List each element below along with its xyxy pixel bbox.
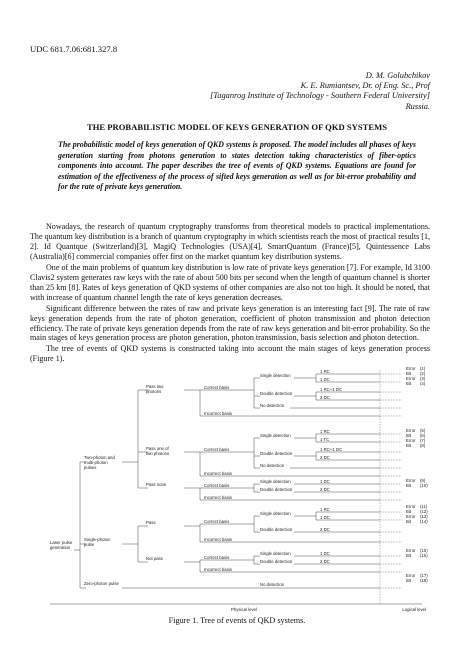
basis-label: Correct basis: [204, 447, 230, 452]
detection-label: Double detection: [260, 487, 293, 492]
udc-code: UDC 681.7.06:681.327.8: [30, 44, 118, 54]
detection-label: Double detection: [260, 527, 293, 532]
level1-node-label: multi-photon: [84, 460, 108, 465]
basis-label: Correct basis: [204, 385, 230, 390]
level1-node-label: Two-photon and: [84, 455, 115, 460]
outcome-label: 1 RC: [320, 369, 330, 374]
outcome-label: 1 DC: [320, 479, 330, 484]
body-text: [30, 222, 430, 365]
side-label: Error: [406, 366, 416, 371]
basis-label: Incorrect basis: [204, 495, 232, 500]
level1-node-label: Single-photon: [84, 537, 111, 542]
detection-label: Double detection: [260, 559, 293, 564]
equation-number: (16): [420, 553, 428, 558]
basis-label: Incorrect basis: [204, 567, 232, 572]
equation-number: (6): [420, 433, 426, 438]
outcome-label: 1 DC: [320, 551, 330, 556]
outcome-label: 2 DC: [320, 455, 330, 460]
detection-label: No detection: [260, 463, 285, 468]
side-label: Bit: [406, 483, 412, 488]
outcome-label: 2 DC: [320, 527, 330, 532]
paragraph: Nowadays, the research of quantum cryptography transforms from theoretical models to practical implementations. The quantum key distribution is a branch of quantum cryptography in which scientists reach the most of practical results [1, 2]. Id Quantque (Switzerland)[3], MagiQ Technologies (USA)[4], SmartQuantum (France)[5], Quintessence Labs (Australia)[6] commercial companies offer first on the market quantum key distribution systems.: [30, 222, 430, 261]
level2-node-label: Pass one of: [146, 446, 169, 451]
author-name: K. E. Rumiantsev, Dr. of Eng. Sc., Prof: [300, 81, 430, 91]
side-label: Bit: [406, 509, 412, 514]
side-label: Error: [406, 573, 416, 578]
root-node-label: Laser pulse: [50, 540, 73, 545]
level2-node-label: Pass two: [146, 384, 164, 389]
outcome-label: 1 DC: [320, 515, 330, 520]
paragraph: Significant difference between the rates of raw and private keys generation is an interesting fact [9]. The rate of raw keys generation depends from the rate of photon generation, coefficient of photon transmission and photon detection efficiency. The rate of private keys generation depends from the rate of raw keys generation and bit-error probability. So the main stages of keys generation process are photon generation, photon transmission, basis selection and photon detection.: [30, 303, 430, 343]
equation-number: (1): [420, 366, 426, 371]
outcome-label: 1 RC: [320, 429, 330, 434]
detection-label: Single detection: [260, 479, 291, 484]
side-label: Bit: [406, 443, 412, 448]
side-label: Error: [406, 428, 416, 433]
equation-number: (3): [420, 376, 426, 381]
figure-caption: Figure 1. Tree of events of QKD systems.: [168, 616, 306, 625]
side-label: Error: [406, 478, 416, 483]
equation-number: (8): [420, 443, 426, 448]
basis-label: Correct basis: [204, 555, 230, 560]
side-label: Bit: [406, 371, 412, 376]
abstract: The probabilistic model of keys generation of QKD systems is proposed. The model includes all phases of keys generation starting from photons generation to states detection taking characteristics of fiber-optics components into account. The paper describes the tree of events of QKD systems. Equations are found for estimation of the effectiveness of the process of sifted keys generation as well as for bit-error probability and for the rate of private keys generation.: [58, 140, 416, 191]
paper-title: THE PROBABILISTIC MODEL OF KEYS GENERATION OF QKD SYSTEMS: [86, 122, 388, 132]
author-affiliation: [Taganrog Institute of Technology - Southern Federal University]: [210, 91, 430, 101]
outcome-label: 2 DC: [320, 487, 330, 492]
side-label: Bit: [406, 553, 412, 558]
author-country: Russia.: [405, 101, 430, 111]
basis-label: Incorrect basis: [204, 537, 232, 542]
equation-number: (17): [420, 573, 428, 578]
physical-level-label: Physical level: [230, 607, 258, 612]
paragraph: The tree of events of QKD systems is constructed taking into account the main stages of keys generation process (Figure 1).: [30, 344, 430, 364]
level2-node-label: Pass: [146, 520, 156, 525]
outcome-label: 1 DC: [320, 377, 330, 382]
equation-number: (5): [420, 428, 426, 433]
outcome-label: 1 RC: [320, 507, 330, 512]
side-label: Error: [406, 504, 416, 509]
equation-number: (9): [420, 478, 426, 483]
level2-node-label: two photons: [146, 451, 170, 456]
detection-label: Double detection: [260, 451, 293, 456]
side-label: Bit: [406, 381, 412, 386]
level2-node-label: Not pass: [146, 556, 163, 561]
side-label: Error: [406, 376, 416, 381]
level2-node-label: photons: [146, 389, 162, 394]
detection-label: Double detection: [260, 391, 293, 396]
root-node-label: generation: [50, 545, 71, 550]
detection-label: Single detection: [260, 373, 291, 378]
basis-label: Correct basis: [204, 519, 230, 524]
detection-label: No detection: [260, 582, 285, 587]
side-label: Error: [406, 514, 416, 519]
equation-number: (15): [420, 548, 428, 553]
basis-label: Correct basis: [204, 483, 230, 488]
equation-number: (4): [420, 381, 426, 386]
outcome-label: 1 RC+1 DC: [320, 387, 343, 392]
detection-label: No detection: [260, 403, 285, 408]
side-label: Error: [406, 548, 416, 553]
level1-node-label: pulses: [84, 465, 97, 470]
side-label: Bit: [406, 578, 412, 583]
equation-number: (2): [420, 371, 426, 376]
equation-number: (10): [420, 483, 428, 488]
outcome-label: 2 DC: [320, 395, 330, 400]
level1-node-label: pulse: [84, 542, 95, 547]
detection-label: Single detection: [260, 433, 291, 438]
paragraph: One of the main problems of quantum key distribution is low rate of private keys generation [7]. For example, Id 3100 Clavis2 system generates raw keys with the rate of about 500 bits per second when the length of quantum channel is shorter than 25 km [8]. Rates of keys generation of QKD systems of other companies are also not too high. It should be noted, that with increase of quantum channel length the rate of keys generation decreases.: [30, 262, 430, 302]
event-tree-figure: [44, 366, 434, 614]
equation-number: (7): [420, 438, 426, 443]
logical-level-label: Logical level: [402, 607, 426, 612]
equation-number: (14): [420, 519, 428, 524]
level2-node-label: Pass none: [146, 482, 167, 487]
equation-number: (18): [420, 578, 428, 583]
detection-label: Single detection: [260, 511, 291, 516]
outcome-label: 2 DC: [320, 559, 330, 564]
level1-node-label: Zero-photon pulse: [84, 581, 119, 586]
outcome-label: 1 TC: [320, 437, 330, 442]
equation-number: (13): [420, 514, 428, 519]
detection-label: Single detection: [260, 551, 291, 556]
side-label: Bit: [406, 519, 412, 524]
outcome-label: 1 RC+1 DC: [320, 447, 343, 452]
author-block: [210, 71, 430, 112]
equation-number: (11): [420, 504, 428, 509]
author-name: D. M. Golubchikov: [365, 71, 430, 80]
event-tree-diagram: [44, 366, 434, 614]
basis-label: Incorrect basis: [204, 471, 232, 476]
side-label: Bit: [406, 433, 412, 438]
basis-label: Incorrect basis: [204, 411, 232, 416]
equation-number: (12): [420, 509, 428, 514]
side-label: Error: [406, 438, 416, 443]
